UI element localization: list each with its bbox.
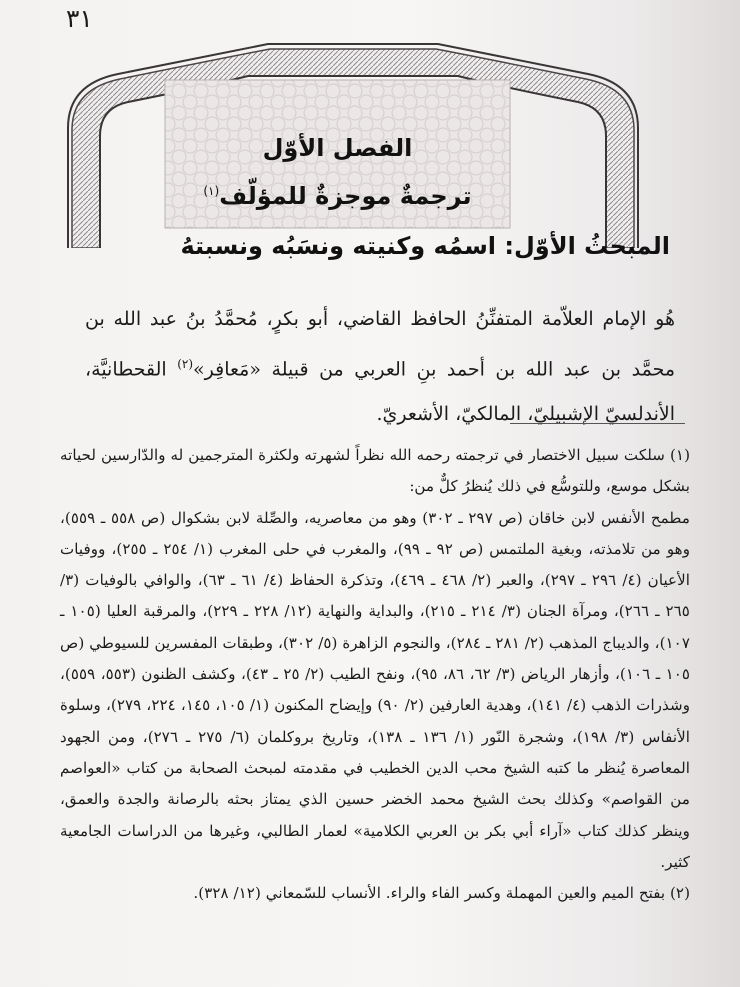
footnote-2 xyxy=(60,878,690,909)
footnote-text: بفتح الميم والعين المهملة وكسر الفاء والراء. الأنساب للسّمعاني (١٢/ ٣٢٨). xyxy=(193,884,666,903)
footnote-1 xyxy=(60,440,690,503)
footnote-marker: (٢) xyxy=(669,884,690,903)
chapter-title: الفصل الأوّل xyxy=(262,134,413,162)
footnote-1-sources xyxy=(60,503,690,879)
section-heading-label: المبحثُ الأوّل: xyxy=(504,232,670,260)
footnotes xyxy=(60,440,690,909)
footnote-marker: (١) xyxy=(669,446,691,464)
footnote-text: مطمح الأنفس لابن خاقان (ص ٢٩٧ ـ ٣٠٢) وهو من معاصريه، والصِّلة لابن بشكوال (ص ٥٥٨ ـ ٥٥٩)، وهو من تلامذته، وبغية الملتمس (ص ٩٢ ـ ٩٩)، والمغرب في حلى المغرب (١/ ٢٥٤ ـ ٢٥٥)، ووفيات الأعيان (٤/ ٢٩٦ ـ ٢٩٧)، والعبر (٢/ ٤٦٨ ـ ٤٦٩)، وتذكرة الحفاظ (٤/ ٦١ ـ ٦٣)، والوافي بالوفيات (٣/ ٢٦٥ ـ ٢٦٦)، ومرآة الجنان (٣/ ٢١٤ ـ ٢١٥)، والبداية والنهاية (١٢/ ٢٢٨ ـ ٢٢٩)، والمرقبة العليا (١٠٥ ـ ١٠٧)، والديباج المذهب (٢/ ٢٨١ ـ ٢٨٤)، والنجوم الزاهرة (٥/ ٣٠٢)، وطبقات المفسرين للسيوطي (ص ١٠٥ ـ ١٠٦)، وأزهار الرياض (٣/ ٦٢، ٨٦، ٩٥)، ونفح الطيب (٢/ ٢٥ ـ ٤٣)، وكشف الظنون (٥٥٣، ٥٥٩)، وشذرات الذهب (٤/ ١٤١)، وهدية العارفين (٢/ ٩٠) وإيضاح المكنون (١/ ١٠٥، ١٤٥، ٢٢٤، ٢٧٩)، وسلوة الأنفاس (٣/ ١٩٨)، وشجرة النّور (١/ ١٣٦ ـ ١٣٨)، وتاريخ بروكلمان (٦/ ٢٧٥ ـ ٢٧٦)، ومن الجهود المعاصرة يُنظر ما كتبه الشيخ محب الدين الخطيب في مقدمته لمبحث الصحابة من كتاب «العواصم من القواصم» وكذلك بحث الشيخ محمد الخضر حسين الذي يمتاز بحثه بالرصانة والجدة والعمق، وينظر كذلك كتاب «آراء أبي بكر بن العربي الكلامية» لعمار الطالبي، وغيرها من الدراسات الجامعية كثير. xyxy=(60,508,691,871)
chapter-footnote-ref: (١) xyxy=(203,184,220,198)
main-paragraph xyxy=(85,297,675,437)
paragraph-text-end: القحطانيَّة، الأندلسيّ الإشبيليّ، المالكيّ، الأشعريّ. xyxy=(85,358,675,426)
footnote-text: سلكت سبيل الاختصار في ترجمته رحمه الله نظراً لشهرته ولكثرة المترجمين له والدّارسين لحياته بشكل موسع، وللتوسُّع في ذلك يُنظرُ كلٌّ من: xyxy=(60,446,690,496)
section-heading xyxy=(110,232,670,260)
page-number: ٣١ xyxy=(66,4,93,33)
paragraph-footnote-ref: (٢) xyxy=(177,357,194,371)
section-heading-text: اسمُه وكنيته ونسَبُه ونسبتهُ xyxy=(180,232,497,260)
chapter-subtitle-text: ترجمةٌ موجزةٌ للمؤلّف xyxy=(219,182,472,210)
chapter-subtitle xyxy=(165,182,510,210)
paragraph-text: هُو الإمام العلاّمة المتفنِّنُ الحافظ القاضي، أبو بكرٍ، مُحمَّدُ بنُ عبد الله بن محمَّد بن عبد الله بن أحمد بنِ العربي من قبيلة «مَعافِر» xyxy=(85,308,676,381)
footnote-divider xyxy=(510,423,685,424)
